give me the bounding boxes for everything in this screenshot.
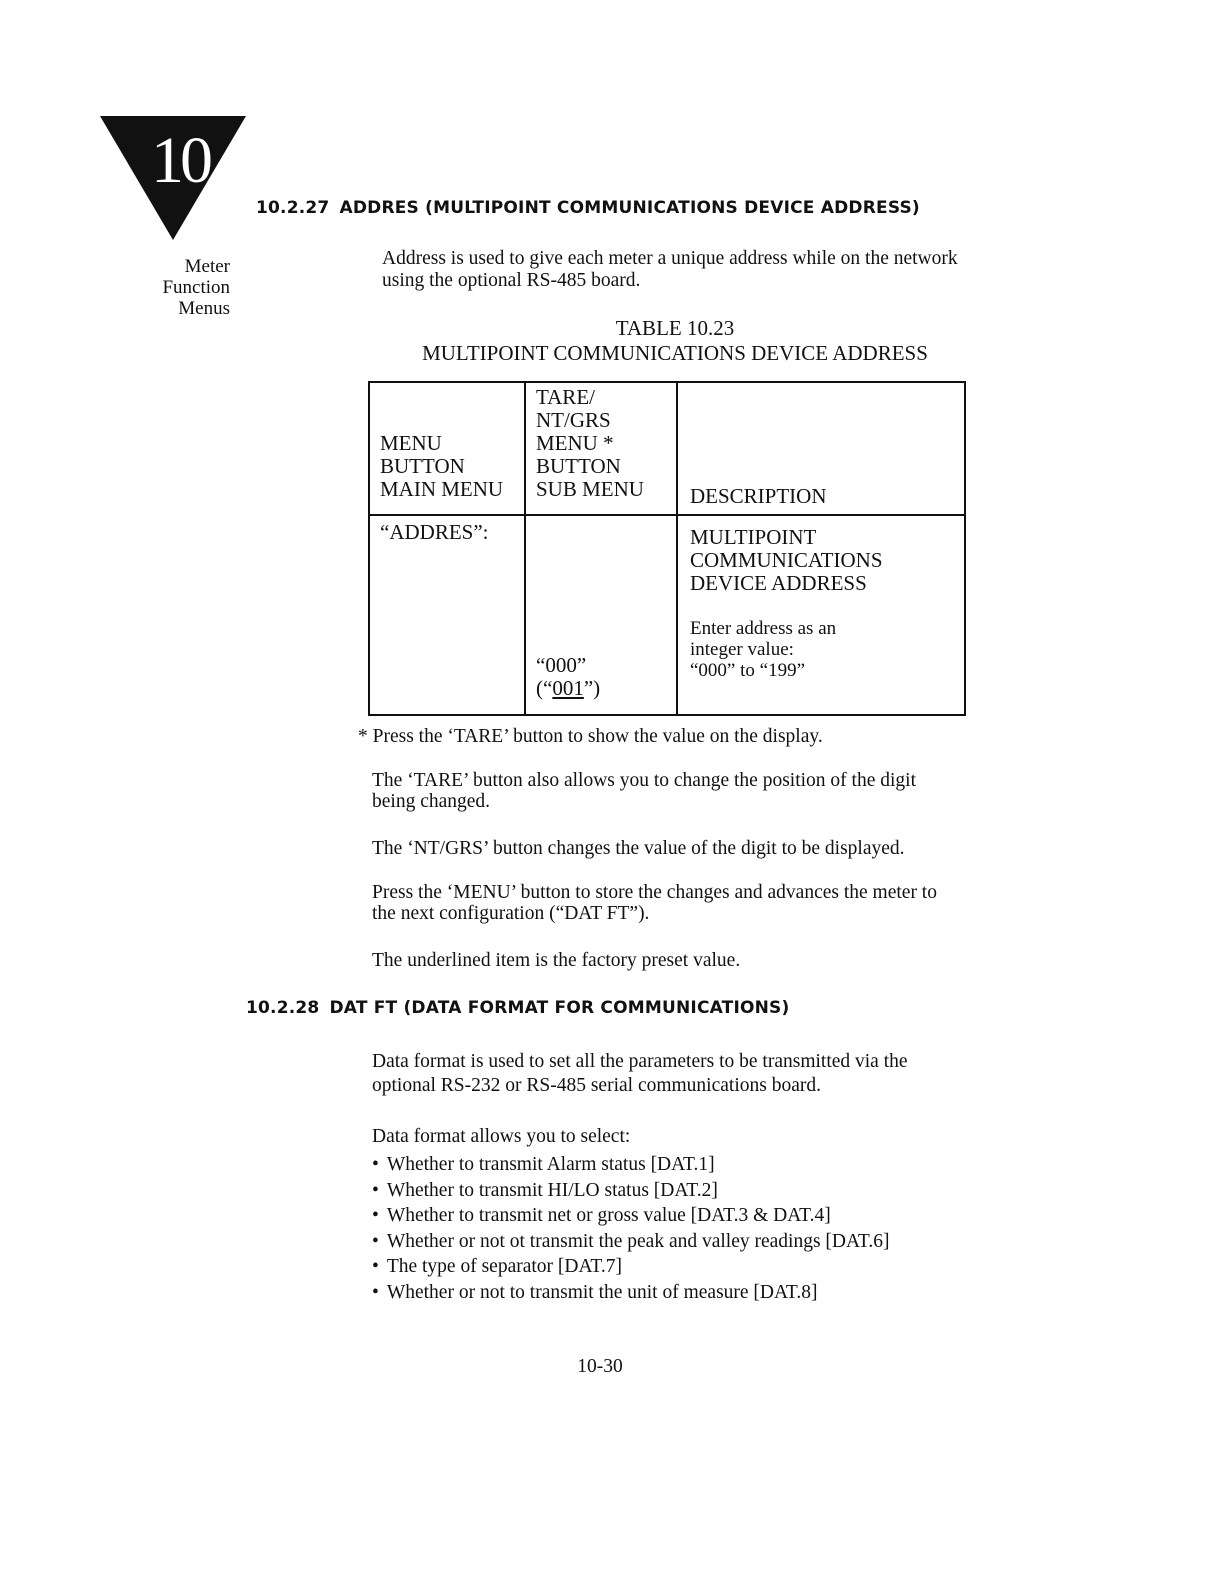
list-item: • Whether to transmit net or gross value [DAT.3 & DAT.4] xyxy=(372,1203,992,1229)
bullet-list xyxy=(372,1152,992,1305)
table-column-divider xyxy=(676,383,678,714)
cell-main-menu: “ADDRES”: xyxy=(380,520,489,544)
list-item: • Whether or not ot transmit the peak and valley readings [DAT.6] xyxy=(372,1229,992,1255)
header-line: SUB MENU xyxy=(536,477,644,501)
section-title: DAT FT (DATA FORMAT FOR COMMUNICATIONS) xyxy=(329,998,790,1018)
table-header-divider xyxy=(370,514,964,516)
description-line: COMMUNICATIONS xyxy=(690,548,883,572)
table-footnote: * Press the ‘TARE’ button to show the value on the display. xyxy=(358,726,823,747)
section-number: 10.2.28 xyxy=(246,998,320,1018)
factory-default-value: 001 xyxy=(552,676,584,700)
paragraph-underline-note: The underlined item is the factory preset value. xyxy=(372,950,741,971)
section-number: 10.2.27 xyxy=(256,198,330,218)
cell-description-detail xyxy=(690,618,836,681)
table-caption xyxy=(370,316,980,366)
header-sub-menu xyxy=(536,386,644,501)
header-line: MENU xyxy=(380,431,442,455)
header-main-menu xyxy=(380,432,503,501)
section-intro: Data format is used to set all the parameters to be transmitted via the optional RS-232 or RS-485 serial communications board. xyxy=(372,1051,908,1096)
section-intro: Address is used to give each meter a unique address while on the network using the optional RS-485 board. xyxy=(382,248,958,291)
header-line: MENU * xyxy=(536,431,614,455)
header-line: BUTTON xyxy=(380,454,465,478)
chapter-number: 10 xyxy=(151,124,209,197)
quote-close: ”) xyxy=(583,676,601,700)
section-heading-10-2-27 xyxy=(256,198,920,218)
section-heading-10-2-28 xyxy=(246,998,789,1018)
header-line: BUTTON xyxy=(536,454,621,478)
cell-description-title xyxy=(690,526,883,595)
quote-open: (“ xyxy=(536,676,553,700)
side-label xyxy=(120,256,230,319)
section-title: ADDRES (MULTIPOINT COMMUNICATIONS DEVICE ADDRESS) xyxy=(339,198,920,218)
header-line: MAIN MENU xyxy=(380,477,504,501)
paragraph-tare: The ‘TARE’ button also allows you to change the position of the digit being changed. xyxy=(372,770,916,812)
header-line: NT/GRS xyxy=(536,408,611,432)
list-item: • Whether to transmit HI/LO status [DAT.2] xyxy=(372,1178,992,1204)
list-item: • The type of separator [DAT.7] xyxy=(372,1254,992,1280)
sub-menu-value: “000” xyxy=(536,653,587,677)
cell-sub-menu xyxy=(536,654,600,700)
description-line: DEVICE ADDRESS xyxy=(690,571,867,595)
paragraph-ntgrs: The ‘NT/GRS’ button changes the value of the digit to be displayed. xyxy=(372,838,905,859)
sub-menu-default xyxy=(536,677,600,700)
list-item: • Whether or not to transmit the unit of measure [DAT.8] xyxy=(372,1280,992,1306)
list-item: • Whether to transmit Alarm status [DAT.1] xyxy=(372,1152,992,1178)
side-label-text: Meter Function Menus xyxy=(162,256,230,319)
table-column-divider xyxy=(524,383,526,714)
description-line: “000” to “199” xyxy=(690,660,806,681)
header-description: DESCRIPTION xyxy=(690,484,827,508)
paragraph-menu: Press the ‘MENU’ button to store the changes and advances the meter to the next configuration (“DAT FT”). xyxy=(372,882,937,924)
list-intro: Data format allows you to select: xyxy=(372,1126,631,1147)
table-number: TABLE 10.23 xyxy=(615,316,735,340)
description-line: integer value: xyxy=(690,639,794,660)
page-number: 10-30 xyxy=(577,1356,623,1377)
header-line: TARE/ xyxy=(536,385,595,409)
menu-table xyxy=(368,381,966,716)
description-line: MULTIPOINT xyxy=(690,525,817,549)
description-line: Enter address as an xyxy=(690,618,837,639)
table-title: MULTIPOINT COMMUNICATIONS DEVICE ADDRESS xyxy=(422,341,928,365)
